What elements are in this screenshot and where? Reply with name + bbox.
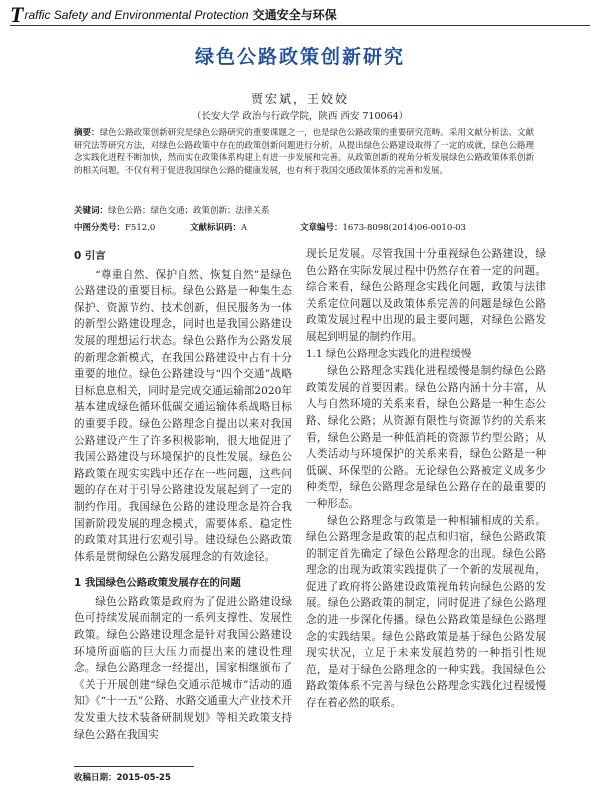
- article-number: [300, 221, 466, 233]
- classification-value: F512.0: [125, 223, 156, 233]
- intro-heading: 0 引言: [74, 250, 106, 262]
- received-value: 2015-05-25: [116, 773, 171, 783]
- subsection-1-1-paragraph-1: 绿色公路理念实践化进程缓慢是制约绿色公路政策发展的首要因素。绿色公路内涵十分丰富，从人与自然环境的关系来看，绿色公路是一种生态公路、绿化公路；从资源有限性与资源节约的关系来看，绿色公路是一种低消耗的资源节约型公路；从人类活动与环境保护的关系来看，绿色公路是一种低碳、环保型的公路。无论绿色公路被定义成多少种类型，绿色公路理念是绿色公路存在的最重要的一种形态。: [306, 365, 546, 510]
- received-label: 收稿日期：: [74, 773, 117, 783]
- article-authors: 贾宏斌，王姣姣: [250, 92, 349, 106]
- subsection-1-1-heading: 1.1 绿色公路理念实践化的进程缓慢: [306, 347, 472, 360]
- author-affiliation: （长安大学 政治与行政学院，陕西 西安 710064）: [191, 111, 409, 122]
- header-divider: [10, 25, 590, 26]
- received-date: [74, 771, 171, 783]
- classification-number: [74, 221, 155, 233]
- doc-code-value: A: [241, 223, 248, 233]
- section1-paragraph: 绿色公路政策是政府为了促进公路建设绿色可持续发展而制定的一系列支撑性、发展性政策。绿色公路建设理念是针对我国公路建设环境所面临的巨大压力而提出来的建设性理念。绿色公路理念一经提出，国家相继颁布了《关于开展创建“绿色交通示范城市”活动的通知》《“十一五”公路、水路交通重大产业技术开发发重大技术装备研制规划》等相关政策支持绿色公路在我国实: [74, 595, 292, 741]
- keywords-block: [74, 205, 534, 217]
- left-column: [74, 248, 292, 743]
- article-title: 绿色公路政策创新研究: [194, 46, 405, 68]
- keywords-label: 关键词：: [74, 206, 109, 216]
- right-column: [306, 246, 546, 712]
- article-id-label: 文章编号：: [300, 223, 343, 233]
- abstract-block: [74, 127, 534, 177]
- doc-code-label: 文献标识码：: [190, 223, 242, 233]
- journal-logo-letter: T: [10, 2, 24, 24]
- running-header: [10, 2, 590, 24]
- classification-label: 中图分类号：: [74, 223, 126, 233]
- keywords-text: 绿色公路；绿色交通；政策创新；法律关系: [108, 206, 270, 216]
- intro-paragraph: “尊重自然、保护自然、恢复自然”是绿色公路建设的重要目标。绿色公路是一种集生态保护、资源节约、技术创新，但民服务为一体的新型公路建设理念，同时也是我国公路建设发展的理想运行状态。绿色公路作为公路发展的新理念新模式，在我国公路建设中占有十分重要的地位。绿色公路建设与“四个交通”战略目标息息相关，同时是完成交通运输部2020年基本建成绿色循环低碳交通运输体系战略目标的重要手段。绿色公路理念自提出以来对我国公路建设产生了许多积极影响，很大地促进了我国公路建设与环境保护的良性发展。绿色公路政策在现实实践中还存在一些问题，这些问题的存在对于引导公路建设发展起到了一定的制约作用。我国绿色公路的建设理念是符合我国新阶段发展的理念模式，需要体系、稳定性的政策对其进行宏观引导。建设绿色公路政策体系是贯彻绿色公路发展理念的有效途径。: [74, 268, 292, 563]
- subsection-1-1-paragraph-2: 绿色公路理念与政策是一种相辅相成的关系。绿色公路理念是政策的起点和归宿，绿色公路政策的制定首先确定了绿色公路理念的出现。绿色公路理念的出现为政策实践提供了一个新的发展视角，促进了政府将公路建设政策视角转向绿色公路的发展。绿色公路政策的制定，同时促进了绿色公路理念的进一步深化传播。绿色公路政策是绿色公路理念的实践结果。绿色公路政策是基于绿色公路发展现实状况，立足于未来发展趋势的一种指引性规范，是对于绿色公路理念的一种实践。我国绿色公路政策体系不完善与绿色公路理念实践化过程缓慢存在着必然的联系。: [306, 514, 546, 710]
- article-id-value: 1673-8098(2014)06-0010-03: [342, 223, 466, 233]
- section1-paragraph-continued: 现长足发展。尽管我国十分重视绿色公路建设，绿色公路在实际发展过程中仍然存在着一定的问题。综合来看，绿色公路理念实践化问题，政策与法律关系定位问题以及政策体系完善的问题是绿色公路政策发展过程中出现的最主要问题，对绿色公路发展起到明显的制约作用。: [306, 248, 546, 343]
- section1-heading: 1 我国绿色公路政策发展存在的问题: [74, 577, 241, 590]
- abstract-label: 摘要：: [74, 128, 100, 138]
- document-code: [190, 221, 247, 233]
- footnote-divider: [74, 766, 194, 767]
- abstract-text: 绿色公路政策创新研究是绿色公路研究的重要课题之一，也是绿色公路政策的重要研究范畴。采用文献分析法、文献研究法等研究方法，对绿色公路政策中存在的政策创新问题进行分析，从提出绿色公路建设取得了一定的成就，绿色公路理念实践化进程不断加快，然而实在政策体系构建上有进一步发展和完善。从政策创新的视角分析发展绿色公路政策体系创新的相关问题，不仅有利于促进我国绿色公路的健康发展，也有利于我国交通政策体系的完善和发展。: [74, 128, 534, 176]
- journal-english-title: raffic Safety and Environmental Protection: [24, 8, 249, 22]
- journal-section-name: 交通安全与环保: [252, 8, 337, 22]
